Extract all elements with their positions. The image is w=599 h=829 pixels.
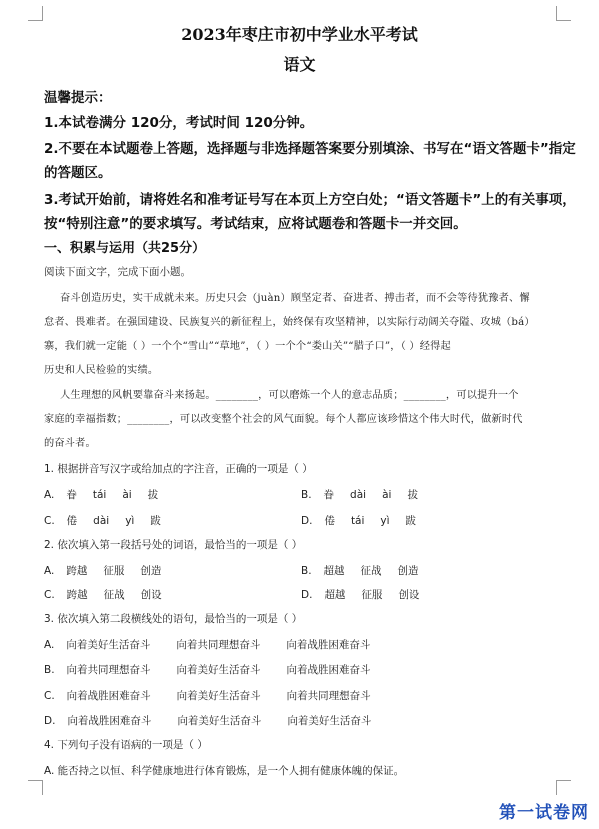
site-watermark: 第一试卷网	[499, 803, 589, 823]
q1-option-d[interactable]: D. 倦 tái yì 跋	[301, 515, 417, 527]
q3-option-b[interactable]: B. 向着共同理想奋斗 向着美好生活奋斗 向着战胜困难奋斗	[44, 664, 371, 676]
q3-option-c[interactable]: C. 向着战胜困难奋斗 向着美好生活奋斗 向着共同理想奋斗	[44, 690, 371, 702]
exam-title: 2023年枣庄市初中学业水平考试	[181, 25, 418, 44]
question-3-stem: 3. 依次填入第二段横线处的语句，最恰当的一项是（ ）	[44, 613, 303, 625]
question-1-stem: 1. 根据拼音写汉字或给加点的字注音，正确的一项是（ ）	[44, 463, 313, 475]
tip-item-3b: 按“特别注意”的要求填写。考试结束，应将试题卷和答题卡一并交回。	[44, 216, 467, 232]
corner-mark-bottom-right	[556, 780, 571, 795]
tip-item-3a: 3.考试开始前，请将姓名和准考证号写在本页上方空白处；“语文答题卡”上的有关事项，	[44, 192, 576, 208]
q1-option-c[interactable]: C. 倦 dài yì 跋	[44, 515, 161, 527]
question-4-stem: 4. 下列句子没有语病的一项是（ ）	[44, 739, 208, 751]
q2-option-b[interactable]: B. 超越 征战 创造	[301, 565, 419, 577]
tips-heading: 温馨提示：	[44, 90, 112, 106]
passage-line: 怠者、畏难者。在强国建设、民族复兴的新征程上，始终保有攻坚精神，以实际行动阔关夺隘、攻城（bá）	[44, 317, 535, 328]
passage-line: 家庭的幸福指数；________，可以改变整个社会的风气面貌。每个人都应该珍惜这个伟大时代，做新时代	[44, 414, 523, 425]
exam-subject: 语文	[283, 55, 316, 74]
passage-line: 的奋斗者。	[44, 438, 96, 449]
corner-mark-top-left	[28, 6, 43, 21]
tip-item-2a: 2.不要在本试题卷上答题，选择题与非选择题答案要分别填涂、书写在“语文答题卡”指定	[44, 141, 576, 157]
question-2-stem: 2. 依次填入第一段括号处的词语，最恰当的一项是（ ）	[44, 539, 303, 551]
passage-line: 历史和人民检验的实绩。	[44, 365, 159, 376]
passage-line: 奋斗创造历史，实干成就未来。历史只会（juàn）顾坚定者、奋进者、搏击者，而不会等待犹豫者、懈	[60, 293, 530, 304]
q2-option-a[interactable]: A. 跨越 征服 创造	[44, 565, 162, 577]
passage-line: 人生理想的风帆要靠奋斗来扬起。________，可以磨炼一个人的意志品质；________，可以提升一个	[60, 390, 519, 401]
q3-option-a[interactable]: A. 向着美好生活奋斗 向着共同理想奋斗 向着战胜困难奋斗	[44, 639, 371, 651]
tip-item-1: 1.本试卷满分 120分，考试时间 120分钟。	[44, 115, 314, 131]
q4-option-a[interactable]: A. 能否持之以恒、科学健康地进行体育锻炼，是一个人拥有健康体魄的保证。	[44, 765, 405, 777]
q1-option-b[interactable]: B. 眷 dài ài 拔	[301, 489, 418, 501]
section-heading: 一、积累与运用（共25分）	[44, 241, 206, 256]
q1-option-a[interactable]: A. 眷 tái ài 拔	[44, 489, 159, 501]
corner-mark-bottom-left	[28, 780, 43, 795]
passage-line: 寨，我们就一定能（ ）一个个“雪山”“草地”，（ ）一个个“娄山关”“腊子口”，（ ）经得起	[44, 341, 451, 352]
q2-option-d[interactable]: D. 超越 征服 创设	[301, 589, 420, 601]
corner-mark-top-right	[556, 6, 571, 21]
tip-item-2b: 的答题区。	[44, 165, 112, 181]
reading-instruction: 阅读下面文字，完成下面小题。	[44, 266, 191, 278]
q2-option-c[interactable]: C. 跨越 征战 创设	[44, 589, 162, 601]
q3-option-d[interactable]: D. 向着战胜困难奋斗 向着美好生活奋斗 向着美好生活奋斗	[44, 715, 372, 727]
